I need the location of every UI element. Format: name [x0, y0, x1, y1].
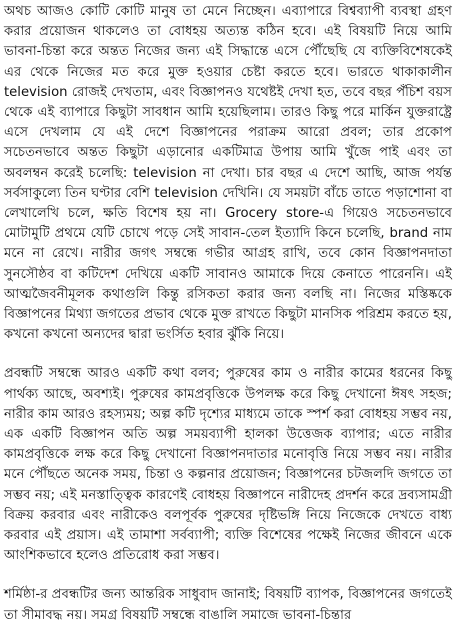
paragraph-1: অথচ আজও কোটি কোটি মানুষ তা মেনে নিচ্ছেন। এব্যাপারে বিশ্বব্যাপী ব্যবস্থা গ্রহণ করার প্রয়োজন থাকলেও তা বোধহয় অত্যন্ত কঠিন হবে। এই বিষয়টি নিয়ে আমি ভাবনা-চিন্তা করে অন্তত নিজের জন্য এই সিদ্ধান্তে এসে পৌঁছেছি যে ব্যক্তিবিশেষকেই এর থেকে নিজের মত করে মুক্ত হওয়ার চেষ্টা করতে হবে। ভারতে থাকাকালীন television রোজই দেখতাম, এবং বিজ্ঞাপনও যথেষ্টই দেখা হত, তবে বছর পঁচিশ বয়স থেকে এই ব্যাপারে কিছুটা সাবধান আমি হয়েছিলাম। তারও কিছু পরে মার্কিন যুক্তরাষ্ট্রে এসে দেখলাম যে এই দেশে বিজ্ঞাপনের পরাক্রম আরো প্রবল; তার প্রকোপ সচেতনভাবে অন্তত কিছুটা এড়ানোর একটিমাত্র উপায় আমি খুঁজে পাই এবং তা অবলম্বন করেই চলেছি: television না দেখা। চার বছর এ দেশে আছি, আজ পর্যন্ত সর্বসাকুল্যে তিন ঘণ্টার বেশি television দেখিনি। যে সময়টা বাঁচে তাতে পড়াশোনা বা লেখালেখি চলে, ক্ষতি বিশেষ হয় না। Grocery store-এ গিয়েও সচেতনভাবে মোটামুটি প্রথমে যেটি চোখে পড়ে সেই সাবান-তেল ইত্যাদি কিনে চলেছি, brand নাম মনে না রেখে। নারীর জগৎ সম্বন্ধে গভীর আগ্রহ রাখি, তবে কোন বিজ্ঞাপনদাতা সুনসৌষ্ঠব বা কটিদেশ দেখিয়ে একটি সাবানও আমাকে দিয়ে কেনাতে পারেননি। এই আত্মজৈবনীমূলক কথাগুলি কিন্তু রসিকতা করার জন্য বলছি না। নিজের মস্তিষ্ককে বিজ্ঞাপনের মিথ্যা জগতের প্রভাব থেকে মুক্ত রাখতে কিছুটা মানসিক পরিশ্রম করতে হয়, কখনো কখনো অন্যদের দ্বারা ভংর্সিত হবার ঝুঁকি নিয়ে। — [4, 4, 452, 343]
paragraph-3: শর্মিষ্ঠা-র প্রবন্ধটির জন্য আন্তরিক সাধুবাদ জানাই; বিষয়টি ব্যাপক, বিজ্ঞাপনের জগতেই তা সীমাবদ্ধ নয়। সমগ্র বিষয়টি সম্বন্ধে বাঙালি সমাজে ভাবনা-চিন্তার — [4, 587, 452, 623]
paragraph-2: প্রবন্ধটি সম্বন্ধে আরও একটি কথা বলব; পুরুষের কাম ও নারীর কামের ধরনের কিছু পার্থক্য আছে, অবশ্যই। পুরুষের কামপ্রবৃত্তিকে উপলক্ষ করে কিছু দেখানো ঈষৎ সহজ; নারীর কাম আরও রহস্যময়; অল্প কটি দৃশ্যের মাধ্যমে তাকে স্পর্শ করা বোধহয় সম্ভব নয়, এক একটি বিজ্ঞাপন অতি অল্প সময়ব্যাপী হালকা উত্তেজক ব্যাপার; এতে নারীর কামপ্রবৃত্তিকে লক্ষ করে কিছু দেখানো বিজ্ঞাপনদাতার মনোবৃত্তি নিয়ে সম্ভব নয়। নারীর মনে পৌঁছতে অনেক সময়, চিন্তা ও কল্পনার প্রয়োজন; বিজ্ঞাপনের চটজলদি জগতে তা সম্ভব নয়; এই মনস্তাত্ত্বিক কারণেই বোধহয় বিজ্ঞাপনে নারীদেহ প্রদর্শন করে দ্রব্যসামগ্রী বিক্রয় করবার এবং নারীকেও বলপূর্বক পুরুষের দৃষ্টিভঙ্গি নিয়ে নিজেকে দেখতে বাধ্য করবার এই প্রয়াস। এই তামাশা সর্বব্যাপী; ব্যক্তি বিশেষের পক্ষেই নিজের জীবনে একে আংশিকভাবে হলেও প্রতিরোধ করা সম্ভব। — [4, 366, 452, 564]
document-page — [4, 2, 452, 626]
